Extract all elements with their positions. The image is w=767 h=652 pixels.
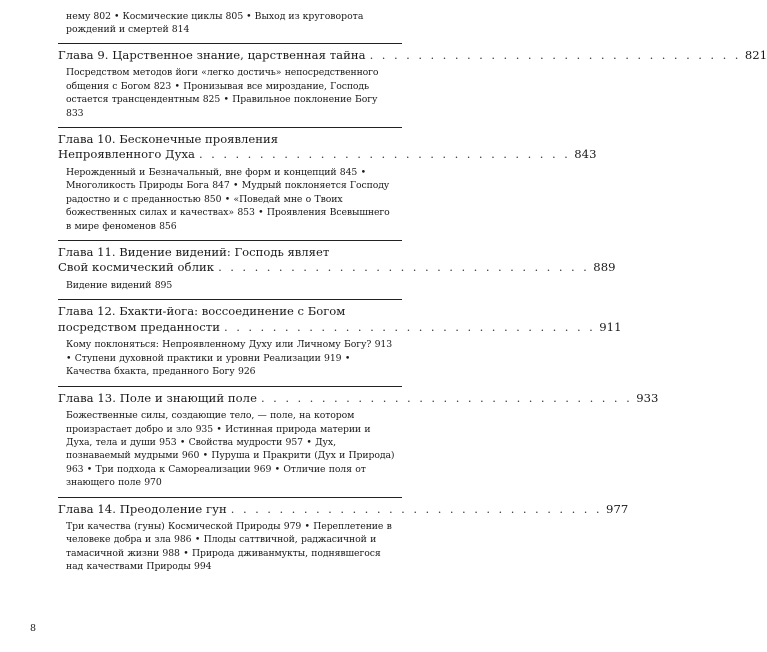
chapter-page-number: 933 [636, 390, 659, 405]
chapter-9 [58, 43, 767, 120]
chapter-entries: Три качества (гуны) Космической Природы 979 • Переплетение в человеке добра и зла 986 • Плоды саттвичной, раджасичной и тамасичной жизни 988 • Природа дживанмукты, поднявшегося над качествами Природы 994 [66, 521, 392, 573]
chapter-title[interactable]: Глава 10. Бесконечные проявления [58, 131, 279, 146]
toc [58, 10, 767, 574]
leader-dots: . . . . . . . . . . . . . . . . . . . . . . . . . . . . . . . [218, 260, 590, 275]
chapter-title-line2: посредством преданности [58, 319, 221, 334]
chapter-heading[interactable] [58, 147, 597, 163]
chapter-title-line2: Свой космический облик [58, 260, 215, 275]
chapter-14 [58, 497, 629, 574]
chapter-11 [58, 240, 616, 292]
chapter-title[interactable]: Глава 11. Видение видений: Господь являет [58, 244, 330, 259]
chapter-entries: Божественные силы, создающие тело, — поле, на котором произрастает добро и зло 935 • Истинная природа материи и Духа, тела и души 953 • Свойства мудрости 957 • Дух, познаваемый мудрыми 960 • Пуруша и Пракрити (Дух и Природа) 963 • Три подхода к Самореализации 969 • Отличие поля от знающего поле 970 [66, 410, 395, 489]
chapter-heading[interactable] [58, 260, 616, 276]
chapter-heading[interactable] [58, 319, 622, 336]
leader-dots: . . . . . . . . . . . . . . . . . . . . . . . . . . . . . . . [230, 501, 603, 516]
chapter-title: Глава 13. Поле и знающий поле [58, 390, 257, 405]
chapter-title-line2: Непроявленного Духа [58, 147, 195, 162]
chapter-title: Глава 9. Царственное знание, царственная тайна [58, 47, 366, 62]
chapter-entries: Посредством методов йоги «легко достичь» непосредственного общения с Богом 823 • Пронизывая все мироздание, Господь остается трансцендентным 825 • Правильное поклонение Богу 833 [66, 67, 379, 119]
chapter-entries: Видение видений 895 [66, 279, 173, 291]
chapter-title: Глава 14. Преодоление гун [58, 501, 227, 516]
leader-dots: . . . . . . . . . . . . . . . . . . . . . . . . . . . . . . . [260, 390, 633, 405]
chapter-page-number: 977 [606, 501, 629, 516]
chapter-page-number: 911 [599, 319, 622, 334]
chapter-page-number: 821 [744, 47, 767, 62]
chapter-page-number: 889 [593, 260, 616, 275]
leader-dots: . . . . . . . . . . . . . . . . . . . . . . . . . . . . . . . [224, 319, 596, 334]
chapter-12 [58, 299, 622, 378]
chapter-heading[interactable] [58, 390, 659, 407]
chapter-entries: Нерожденный и Безначальный, вне форм и концепций 845 • Многоликость Природы Бога 847 • Мудрый поклоняется Господу радостно и с преданностью 850 • «Поведай мне о Твоих божественных силах и качествах» 853 • Проявления Всевышнего в мире феноменов 856 [66, 166, 390, 232]
chapter-heading[interactable] [58, 47, 767, 64]
chapter-13 [58, 386, 659, 490]
continuation-entries: нему 802 • Космические циклы 805 • Выход из круговорота рождений и смертей 814 [66, 11, 364, 36]
chapter-heading[interactable] [58, 501, 629, 518]
chapter-entries: Кому поклоняться: Непроявленному Духу или Личному Богу? 913 • Ступени духовной практики и уровни Реализации 919 • Качества бхакта, преданного Богу 926 [66, 339, 393, 378]
leader-dots: . . . . . . . . . . . . . . . . . . . . . . . . . . . . . . . [199, 147, 571, 162]
leader-dots: . . . . . . . . . . . . . . . . . . . . . . . . . . . . . . . [369, 47, 741, 62]
chapter-title[interactable]: Глава 12. Бхакти-йога: воссоединение с Богом [58, 304, 346, 319]
chapter-page-number: 843 [574, 147, 597, 162]
page-folio: 8 [30, 623, 37, 634]
chapter-10 [58, 127, 597, 233]
